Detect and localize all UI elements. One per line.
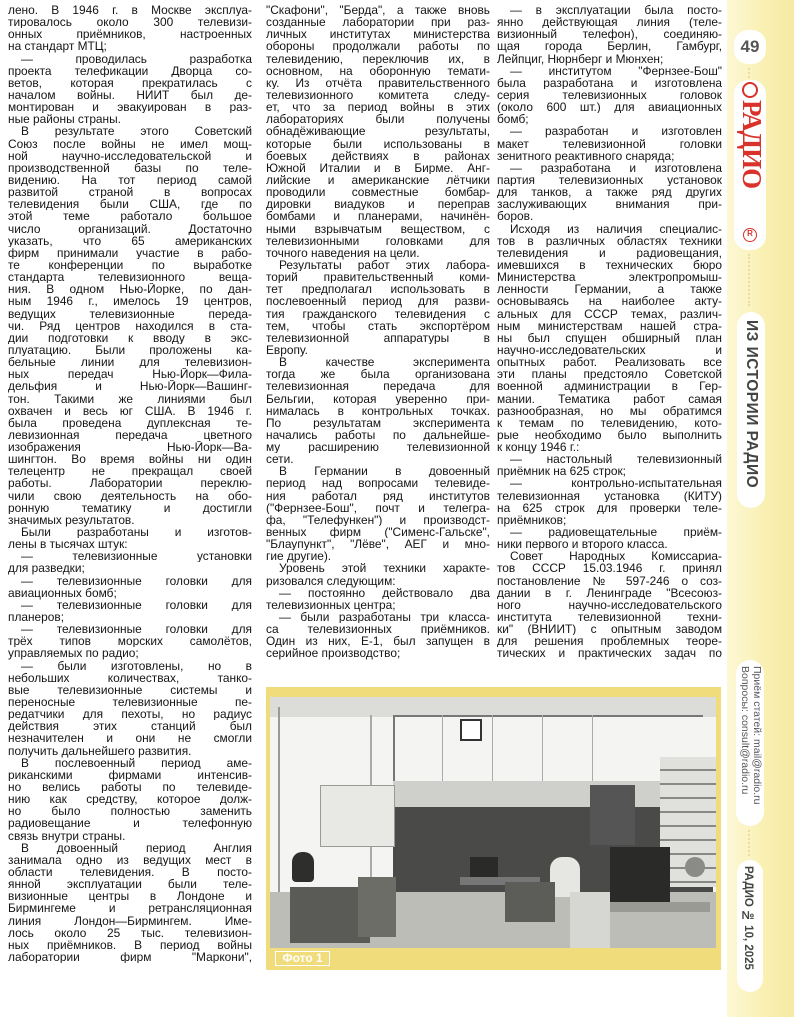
text-line: телецентр не прекращал своей: [8, 465, 252, 478]
text-line: ленности Германии, а также: [497, 283, 722, 296]
text-line: — были разработаны три класса-: [279, 611, 490, 624]
text-line: число организаций. Достаточно: [8, 222, 252, 235]
text-line: — разработана и изготовлена: [510, 161, 722, 174]
text-line: Были разработаны и изготов-: [21, 526, 252, 539]
section-title-pill: [737, 312, 765, 508]
text-line: начались работы по дальнейше-: [266, 428, 490, 442]
text-line: ("Фернзее-Бош", почт и телегра-: [266, 501, 490, 514]
text-line: основываясь на наиболее акту-: [497, 295, 722, 308]
text-line: ных передач Нью-Йорк—Фила-: [8, 368, 252, 381]
text-line: щая города Берлин, Гамбург,: [497, 40, 722, 53]
text-line: нию как средству, которое долж-: [8, 793, 252, 806]
text-line: Уровень этой техники характе-: [279, 562, 490, 575]
text-line: чили свою деятельность на обо-: [8, 489, 252, 502]
text-line: производственной базы по теле-: [8, 161, 252, 174]
text-line: ными взрывчатым веществом, с: [266, 222, 490, 235]
text-line: ния работал ряд институтов: [266, 489, 490, 502]
text-line: телевизионных центра;: [266, 597, 396, 612]
text-line: тет предполагал использовать в: [266, 283, 490, 296]
text-line: венных фирм ("Сименс-Гальске",: [266, 526, 490, 539]
text-line: имевшихся в технических бюро: [497, 258, 722, 272]
paragraph: [497, 477, 722, 526]
text-line: ного научно-исследовательского: [497, 598, 722, 612]
text-line: научно-исследовательских и: [497, 343, 722, 357]
text-line: партия телевизионных установок: [497, 173, 722, 187]
text-line: телевидению, переключив их, в: [266, 52, 490, 65]
text-line: управляемых по радио;: [8, 646, 139, 661]
text-line: действия этих станций был: [8, 720, 252, 733]
text-line: — постоянно действовало два: [279, 586, 490, 599]
text-line: (около 600 шт.) для авиационных: [497, 101, 722, 114]
text-line: лаборатории фирм "Маркони",: [8, 950, 252, 964]
text-line: му расширению телевизионной: [266, 441, 490, 454]
text-line: ным министерствам нашей стра-: [497, 319, 722, 332]
text-line: обороны продолжали работы по: [266, 40, 490, 53]
text-line: Южной Италии и в Бирме. Анг-: [266, 161, 490, 174]
text-line: янно действующая линия (теле-: [497, 16, 722, 29]
text-line: телевидения были США, где по: [8, 198, 252, 211]
text-line: этой теме работало большое: [8, 210, 252, 223]
paragraph: [8, 599, 252, 623]
text-line: Результаты работ этих лабора-: [279, 258, 490, 272]
paragraph: [497, 550, 722, 659]
paragraph: [266, 465, 490, 562]
text-line: монтирован и эвакуирован в раз-: [8, 101, 252, 114]
text-line: ет, что за период войны в этих: [266, 101, 490, 114]
paragraph: [497, 526, 722, 550]
text-line: альных для СССР темах, различ-: [497, 307, 722, 320]
text-column-3: [497, 4, 722, 660]
magazine-logo: [734, 80, 766, 250]
text-line: — разработан и изготовлен: [510, 125, 722, 138]
text-line: послевоенный период для разви-: [266, 295, 490, 308]
text-line: созданные лаборатории при раз-: [266, 16, 490, 29]
paragraph: [497, 4, 722, 65]
text-line: серия телевизионных головок: [497, 88, 722, 102]
text-line: получить дальнейшего развития.: [8, 743, 192, 758]
text-line: гие другие).: [266, 549, 332, 564]
paragraph: [8, 550, 252, 574]
text-line: бельные линии для телевизион-: [8, 356, 252, 369]
text-line: — телевизионные головки для: [21, 598, 252, 612]
text-line: точного наведения на цели.: [266, 245, 420, 260]
text-line: — контрольно-испытательная: [510, 477, 722, 490]
text-line: на стандарт МТЦ;: [8, 39, 107, 54]
text-line: приёмников;: [497, 512, 567, 527]
text-line: лены в тысячах штук:: [8, 537, 128, 552]
text-line: на 625 строк для проверки теле-: [497, 501, 722, 514]
paragraph: [497, 223, 722, 454]
text-line: ные районы страны.: [8, 112, 121, 127]
divider: [748, 830, 752, 856]
text-line: тон. Такими же линиями был: [8, 392, 252, 405]
paragraph: [8, 53, 252, 126]
wall-clock-icon: [460, 719, 482, 741]
text-line: ветов, которая прекратилась с: [8, 76, 252, 89]
photo-laboratory: [270, 697, 716, 948]
text-line: боевых действиях в районах: [266, 149, 490, 162]
logo-text: РАДИО: [737, 100, 767, 189]
text-line: для разведки;: [8, 561, 85, 576]
text-line: постановление № 597-246 о соз-: [497, 574, 722, 587]
text-line: к темам по телевидению, кото-: [497, 416, 722, 429]
paragraph: [266, 587, 490, 611]
text-line: фирм принимали участие в рабо-: [8, 246, 252, 259]
text-line: была разработана и изготовлена: [497, 76, 722, 89]
contact-questions: Вопросы: consult@radio.ru: [739, 666, 751, 795]
text-line: Исходя из наличия специалис-: [510, 222, 722, 235]
text-line: По результатам эксперимента: [266, 416, 490, 429]
text-line: тов СССР 15.03.1946 г. принял: [497, 562, 722, 575]
text-line: телевизионными головками для: [266, 234, 490, 247]
text-line: бомб;: [497, 112, 529, 127]
text-line: военной администрации в Гер-: [497, 380, 722, 393]
paragraph: [266, 4, 490, 259]
paragraph: [8, 842, 252, 963]
text-line: В Германии в довоенный: [279, 465, 490, 478]
paragraph: [8, 575, 252, 599]
text-line: но велись работы по телевиде-: [8, 781, 252, 794]
contact-articles: Приём статей: mail@radio.ru: [751, 666, 763, 805]
text-line: Бирмингеме и ретрансляционная: [8, 902, 252, 915]
text-line: ных приёмников. В период войны: [8, 938, 252, 951]
text-line: ны был спущен обширный план: [497, 331, 722, 344]
text-line: началом войны. НИИТ был де-: [8, 88, 252, 102]
text-line: серийное производство;: [266, 646, 401, 661]
paragraph: [266, 259, 490, 356]
text-line: лийские и американские лётчики: [266, 173, 490, 187]
text-line: значимых результатов.: [8, 512, 135, 527]
paragraph: [8, 623, 252, 659]
text-line: ным 1946 г., имелось 19 центров,: [8, 295, 252, 308]
paragraph: [266, 562, 490, 586]
text-line: — телевизионные головки для: [21, 623, 252, 636]
text-line: Европу.: [266, 342, 308, 357]
contacts-pill: [736, 660, 764, 826]
text-line: риканскими фирмами интенсив-: [8, 768, 252, 781]
text-line: но было полностью заменить: [8, 805, 252, 818]
text-line: ризовался следующим:: [266, 573, 396, 588]
text-line: зенитного реактивного снаряда;: [497, 148, 675, 163]
divider: [748, 254, 752, 306]
text-line: — телевизионные головки для: [21, 574, 252, 587]
issue-pill: [737, 860, 763, 992]
text-line: связь внутри страны.: [8, 828, 126, 843]
text-line: лено. В 1946 г. в Москве эксплуа-: [8, 4, 252, 17]
text-line: са телевизионных приёмников.: [266, 623, 490, 636]
text-line: проекта телефикации Дворца со-: [8, 64, 252, 77]
paragraph: [266, 611, 490, 660]
text-line: фа, "Телефункен") и производст-: [266, 513, 490, 527]
text-line: Совет Народных Комиссариа-: [510, 550, 722, 563]
text-line: лабораториях были получены: [266, 113, 490, 126]
text-line: тем, чтобы стать экспортёром: [266, 319, 490, 332]
text-line: развитой страной в вопросах: [8, 186, 252, 199]
text-line: ники первого и второго класса.: [497, 537, 668, 552]
text-line: ной научно-исследовательской и: [8, 149, 252, 162]
text-line: те конференции по выработке: [8, 258, 252, 272]
text-line: телевизионного комитета следу-: [266, 88, 490, 102]
text-line: тировалось около 300 телевизи-: [8, 16, 252, 29]
text-line: заслуживающих внимания при-: [497, 198, 722, 211]
text-line: указать, что 65 американских: [8, 234, 252, 247]
text-line: телевизионная установка (КИТУ): [497, 489, 722, 502]
text-line: Лейпциг, Нюрнберг и Мюнхен;: [497, 51, 664, 66]
text-line: — радиовещательные приём-: [510, 526, 722, 539]
paragraph: [8, 660, 252, 757]
text-line: небольших количествах, танко-: [8, 671, 252, 684]
text-line: В послевоенный период аме-: [21, 756, 252, 769]
text-line: боров.: [497, 209, 534, 224]
text-line: чи. Ряд центров находился в ста-: [8, 319, 252, 332]
text-line: проводили совместные бомбар-: [266, 186, 490, 199]
contacts: [739, 666, 763, 805]
text-line: янной эксплуатации были теле-: [8, 878, 252, 891]
text-line: торий правительственный коми-: [266, 271, 490, 284]
text-line: дании в г. Ленинграде "Всесоюз-: [497, 586, 722, 599]
paragraph: [497, 65, 722, 126]
text-line: планеров;: [8, 610, 65, 625]
text-line: шингтон. Во время войны ни один: [8, 453, 252, 466]
text-line: В качестве эксперимента: [279, 356, 490, 369]
text-line: изображения Нью-Йорк—Ва-: [8, 441, 252, 454]
text-line: ки" (ВНИИТ) с опытным заводом: [497, 623, 722, 636]
text-line: авиационных бомб;: [8, 585, 117, 600]
text-line: — в эксплуатации была посто-: [510, 4, 722, 17]
text-line: мании. Тематика работ самая: [497, 392, 722, 405]
text-line: тия гражданского телевидения с: [266, 307, 490, 320]
text-line: эти планы предстояло Советской: [497, 368, 722, 381]
paragraph: [8, 4, 252, 53]
text-line: Один из них, Е-1, был запущен в: [266, 635, 490, 648]
text-line: — настольный телевизионный: [510, 453, 722, 466]
paragraph: [497, 162, 722, 223]
text-line: к концу 1946 г.:: [497, 440, 580, 455]
text-line: телевизионная передача для: [266, 380, 490, 393]
page-number: 49: [734, 30, 766, 64]
paragraph: [266, 356, 490, 465]
text-line: визионные центры в Лондоне и: [8, 890, 252, 903]
text-line: переносные телевизионные пе-: [8, 696, 252, 709]
paragraph: [497, 453, 722, 477]
text-line: Бельгии, которая уверенно при-: [266, 392, 490, 405]
section-title: ИЗ ИСТОРИИ РАДИО: [743, 320, 760, 489]
text-line: — проводилась разработка: [21, 52, 252, 65]
text-line: телевидения и радиовещания,: [497, 246, 722, 259]
text-line: приёмник на 625 строк;: [497, 464, 626, 479]
text-line: опытных работ. Реализовать все: [497, 356, 722, 369]
text-line: лось около 25 тыс. телевизион-: [8, 926, 252, 939]
text-line: института телевизионной техни-: [497, 611, 722, 624]
text-line: для решения проблемных теоре-: [497, 635, 722, 648]
text-line: — были изготовлены, но в: [21, 659, 252, 672]
text-line: В результате этого Советский: [21, 125, 252, 138]
text-line: ронную тематику и достигли: [8, 501, 252, 514]
text-line: макет телевизионной головки: [497, 137, 722, 150]
text-line: охвачен и весь юг США. В 1946 г.: [8, 404, 252, 417]
paragraph: [497, 125, 722, 161]
text-line: сети.: [266, 452, 294, 467]
text-line: тогда же была организована: [266, 368, 490, 381]
text-line: бомбами и планерами, начинён-: [266, 210, 490, 223]
paragraph: [8, 757, 252, 842]
text-line: рые необходимо было выполнить: [497, 428, 722, 442]
photo-caption: Фото 1: [275, 951, 330, 966]
paragraph: [8, 526, 252, 550]
text-line: видению. На тот период самой: [8, 173, 252, 187]
text-line: радиовещание и телефонную: [8, 817, 252, 830]
text-line: линия Лондон—Бирмингем. Име-: [8, 914, 252, 927]
text-line: которые были использованы в: [266, 137, 490, 150]
text-line: занимала одно из ведущих мест в: [8, 853, 252, 866]
divider: [748, 68, 752, 78]
paragraph: [8, 125, 252, 526]
text-line: дии подготовки к вводу в экс-: [8, 331, 252, 344]
text-line: редатчики для пехоты, но радиус: [8, 708, 252, 721]
issue-label: РАДИО № 10, 2025: [742, 866, 754, 970]
text-line: плуатацию. Были проложены ка-: [8, 343, 252, 357]
text-line: "Блаупункт", "Лёве", АЕГ и мно-: [266, 538, 490, 551]
text-line: работы. Лаборатории переклю-: [8, 477, 252, 490]
text-line: период над вопросами телевиде-: [266, 477, 490, 490]
text-line: "Скафони", "Берда", а также вновь: [266, 4, 490, 17]
text-line: незначителен и они не смогли: [8, 732, 252, 745]
text-line: была проведена дуплексная те-: [8, 416, 252, 429]
text-line: онных приёмников, настроенных: [8, 28, 252, 41]
text-line: В довоенный период Англия: [21, 841, 252, 854]
text-line: тов в различных областях техники: [497, 234, 722, 247]
text-line: телевизионной аппаратуры в: [266, 331, 490, 344]
text-line: основном, на оборонную темати-: [266, 64, 490, 77]
text-line: ния. В одном Нью-Йорке, по дан-: [8, 283, 252, 296]
text-line: области телевидения. В посто-: [8, 865, 252, 879]
text-line: — телевизионные установки: [21, 550, 252, 563]
logo-emblem-icon: [742, 82, 758, 98]
text-line: ведущих телевизионные переда-: [8, 307, 252, 320]
text-line: дельфия и Нью-Йорк—Вашинг-: [8, 380, 252, 393]
text-line: — институтом "Фернзее-Бош": [510, 64, 722, 77]
text-column-2: [266, 4, 490, 660]
text-line: нималась в контрольных точках.: [266, 404, 490, 417]
text-line: ку. Из отчёта правительственного: [266, 76, 490, 89]
text-line: тических и практических задач по: [497, 647, 722, 660]
text-line: стандарта телевизионного веща-: [8, 271, 252, 284]
text-column-1: [8, 4, 252, 963]
registered-icon: R: [743, 228, 757, 242]
text-line: Союз после войны не имел мощ-: [8, 137, 252, 150]
text-line: левизионная передача цветного: [8, 428, 252, 442]
text-line: для танков, а также ряд других: [497, 186, 722, 199]
text-line: Министерства электропромыш-: [497, 271, 722, 284]
text-line: трёх типов морских самолётов,: [8, 635, 252, 648]
text-line: личных институтах министерства: [266, 28, 490, 41]
text-line: дировки виадуков и переправ: [266, 198, 490, 211]
text-line: обнадёживающие результаты,: [266, 125, 490, 138]
text-line: визионный телефон), соединяю-: [497, 28, 722, 41]
text-line: вые телевизионные системы и: [8, 683, 252, 697]
text-line: разнообразная, но мы обратимся: [497, 404, 722, 417]
